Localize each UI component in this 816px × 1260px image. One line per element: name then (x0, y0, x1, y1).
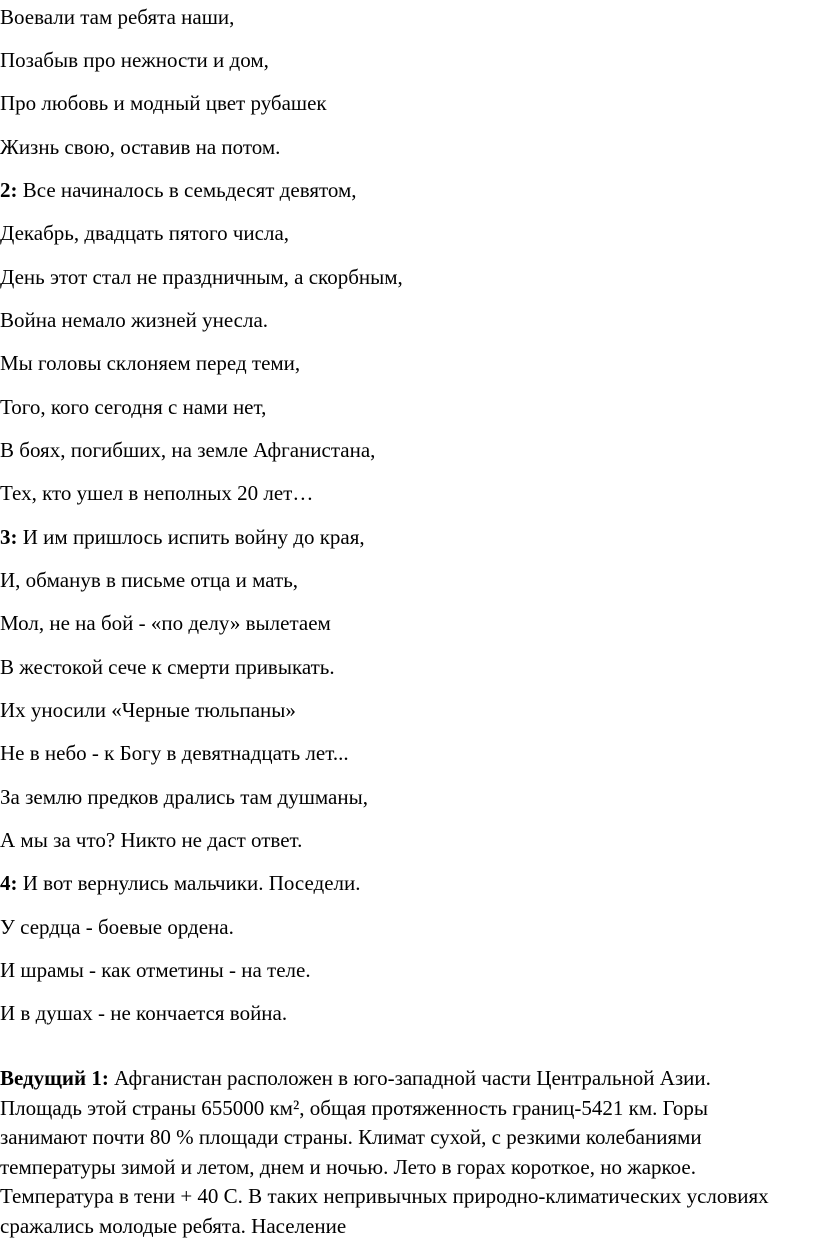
verse-line: Война немало жизней унесла. (0, 308, 269, 332)
verse-line: В боях, погибших, на земле Афганистана, (0, 438, 376, 462)
verse-line: 3: И им пришлось испить войну до края, (0, 525, 365, 549)
verse-line: День этот стал не праздничным, а скорбным, (0, 265, 403, 289)
verse-line: Того, кого сегодня с нами нет, (0, 395, 267, 419)
verse-line: У сердца - боевые ордена. (0, 915, 234, 939)
verse-line: Их уносили «Черные тюльпаны» (0, 698, 296, 722)
verse-line: Воевали там ребята наши, (0, 5, 235, 29)
verse-line: И, обманув в письме отца и мать, (0, 568, 299, 592)
verse-line: 2: Все начиналось в семьдесят девятом, (0, 178, 357, 202)
verse-line: Позабыв про нежности и дом, (0, 48, 269, 72)
verse-line: Тех, кто ушел в неполных 20 лет… (0, 481, 314, 505)
verse-line: Мы головы склоняем перед теми, (0, 351, 301, 375)
verse-line: Декабрь, двадцать пятого числа, (0, 221, 290, 245)
verse-line: Не в небо - к Богу в девятнадцать лет... (0, 741, 349, 765)
verse-line: Про любовь и модный цвет рубашек (0, 91, 327, 115)
verse-marker: 2: (0, 178, 18, 202)
verse-marker: 3: (0, 525, 18, 549)
verse-line: Мол, не на бой - «по делу» вылетаем (0, 611, 331, 635)
verse-line: 4: И вот вернулись мальчики. Поседели. (0, 871, 361, 895)
host-paragraph (0, 1064, 790, 1241)
verse-line: Жизнь свою, оставив на потом. (0, 135, 281, 159)
verse-line: И шрамы - как отметины - на теле. (0, 958, 311, 982)
paragraph-text: Афганистан расположен в юго-западной части Центральной Азии. Площадь этой страны 655000 км², общая протяженность границ-5421 км. Горы занимают почти 80 % площади страны. Климат сухой, с резкими колебаниями температуры зимой и летом, днем и ночью. Лето в горах короткое, но жаркое. Температура в тени + 40 С. В таких непривычных природно-климатических условиях сражались молодые ребята. Население (0, 1066, 769, 1238)
verse-marker: 4: (0, 871, 18, 895)
verse-line: И в душах - не кончается война. (0, 1001, 288, 1025)
speaker-label: Ведущий 1: (0, 1066, 109, 1090)
verse-line: В жестокой сече к смерти привыкать. (0, 655, 335, 679)
verse-line: А мы за что? Никто не даст ответ. (0, 828, 303, 852)
verse-line: За землю предков дрались там душманы, (0, 785, 368, 809)
